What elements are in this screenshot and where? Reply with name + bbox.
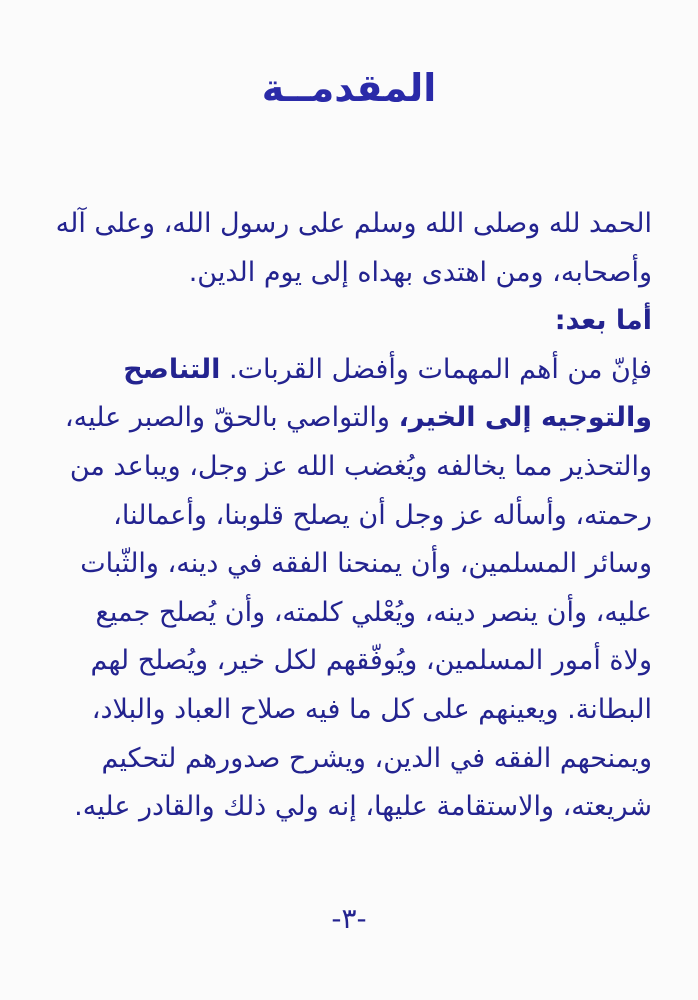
text-line-5-part-a: والتوجيه إلى الخير،: [398, 402, 652, 434]
text-line-10: ولاة أمور المسلمين، ويُوفّقهم لكل خير، ويُصلح لهم: [90, 645, 652, 677]
text-line-5-part-b: والتواصي بالحقّ والصبر عليه،: [64, 402, 390, 434]
page-number: -٣-: [331, 902, 367, 935]
section-heading: أما بعد:: [554, 305, 652, 337]
text-line-7: رحمته، وأسأله عز وجل أن يصلح قلوبنا، وأعمالنا،: [113, 499, 652, 531]
text-line-12: ويمنحهم الفقه في الدين، ويشرح صدورهم لتحكيم: [101, 742, 652, 774]
text-line-6: والتحذير مما يخالفه ويُغضب الله عز وجل، ويباعد من: [69, 450, 652, 482]
text-line-4-part-b: التناصح: [123, 353, 221, 385]
text-line-4-part-a: فإنّ من أهم المهمات وأفضل القربات.: [229, 353, 652, 385]
text-line-2: وأصحابه، ومن اهتدى بهداه إلى يوم الدين.: [188, 256, 652, 288]
text-line-8: وسائر المسلمين، وأن يمنحنا الفقه في دينه، والثّبات: [80, 548, 652, 580]
text-line-13: شريعته، والاستقامة عليها، إنه ولي ذلك والقادر عليه.: [74, 791, 652, 823]
page-title: المقدمــة: [261, 66, 437, 110]
text-line-11: البطانة. ويعينهم على كل ما فيه صلاح العباد والبلاد،: [91, 693, 652, 725]
body-text: [52, 200, 652, 832]
text-line-9: عليه، وأن ينصر دينه، ويُعْلي كلمته، وأن يُصلح جميع: [95, 596, 652, 628]
text-line-5: [52, 394, 652, 443]
text-line-1: الحمد لله وصلى الله وسلم على رسول الله، وعلى آله: [55, 208, 652, 239]
text-line-4: [52, 346, 652, 395]
